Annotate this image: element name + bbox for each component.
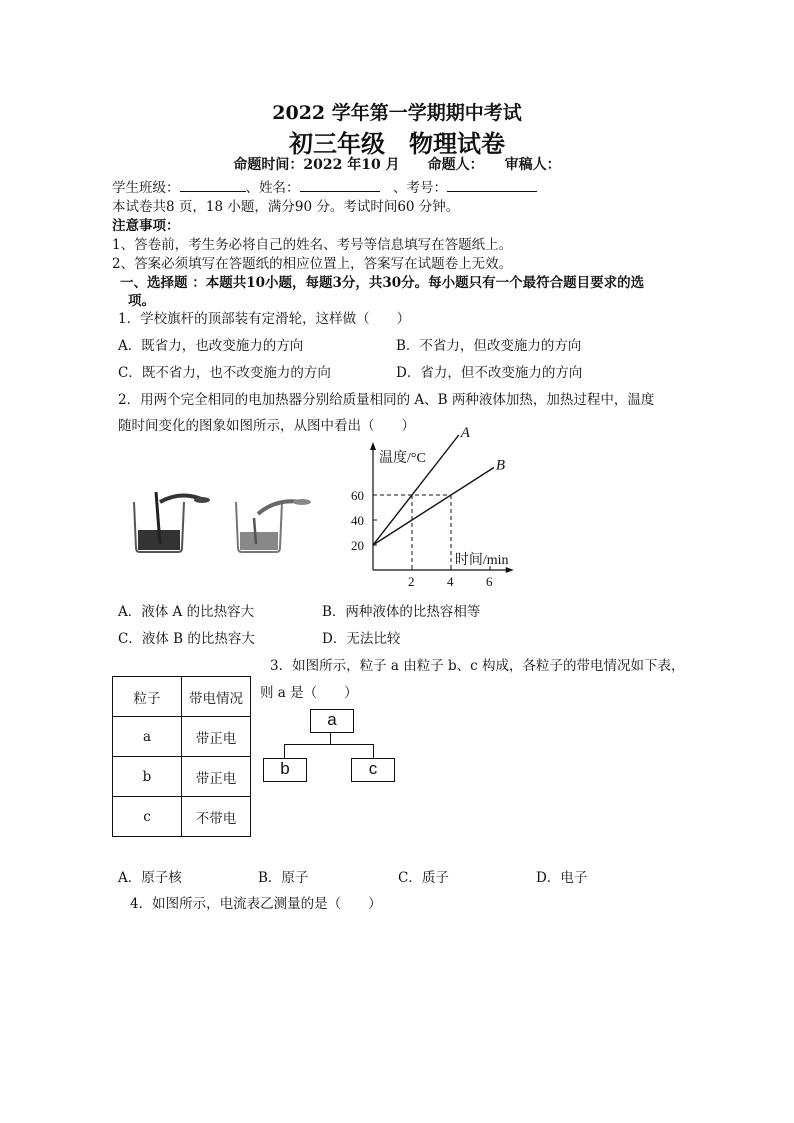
y-tick-label: 20 [351, 538, 364, 553]
x-tick-label: 6 [486, 574, 493, 589]
q1-option-b[interactable]: B．不省力，但改变施力的方向 [396, 338, 582, 354]
q3-stem: 3．如图所示，粒子 a 由粒子 b、c 构成，各粒子的带电情况如下表， [270, 658, 685, 674]
q4-stem: 4．如图所示，电流表乙测量的是（ ） [130, 896, 382, 912]
table-cell: 不带电 [182, 797, 251, 837]
particle-c-box: c [351, 758, 395, 782]
series-label-a: A [460, 425, 470, 441]
table-header: 带电情况 [182, 677, 251, 717]
q3-stem-cont: 则 a 是（ ） [260, 685, 358, 701]
q2-stem: 2．用两个完全相同的电加热器分别给质量相同的 A、B 两种液体加热，加热过程中，温度 [118, 392, 655, 408]
table-cell: c [113, 797, 182, 837]
table-row [113, 797, 251, 837]
table-cell: a [113, 717, 182, 757]
exam-title: 2022 学年第一学期期中考试 [272, 102, 522, 124]
beaker-right [236, 499, 311, 552]
series-line-b [373, 468, 494, 546]
q1-stem: 1．学校旗杆的顶部装有定滑轮，这样做（ ） [118, 311, 411, 327]
y-tick-label: 40 [351, 513, 364, 528]
charge-table [112, 676, 251, 837]
table-cell: b [113, 757, 182, 797]
class-blank[interactable] [180, 179, 246, 192]
q3-option-c[interactable]: C．质子 [398, 870, 449, 886]
x-tick-label: 4 [447, 574, 454, 589]
q3-option-a[interactable]: A．原子核 [118, 870, 182, 886]
y-axis-arrow [370, 442, 376, 450]
note-item: 2、答案必须填写在答题纸的相应位置上，答案写在试题卷上无效。 [112, 256, 513, 272]
q1-option-a[interactable]: A．既省力，也改变施力的方向 [118, 338, 304, 354]
beaker-left [134, 492, 210, 552]
name-label: 、姓名： [245, 180, 300, 196]
id-blank[interactable] [447, 179, 537, 192]
q2-option-b[interactable]: B．两种液体的比热容相等 [322, 604, 481, 620]
note-item: 1、答卷前，考生务必将自己的姓名、考号等信息填写在答题纸上。 [112, 237, 513, 253]
name-blank[interactable] [300, 179, 380, 192]
series-label-b: B [495, 457, 506, 474]
tree-connector [330, 732, 331, 744]
x-axis-label: 时间/min [454, 553, 509, 568]
exam-info: 本试卷共8 页，18 小题，满分90 分。考试时间60 分钟。 [112, 199, 460, 215]
x-tick-label: 2 [408, 574, 415, 589]
beakers-illustration [126, 488, 322, 558]
section1-heading: 一、选择题 ：本题共10小题，每题3分，共30分。每小题只有一个最符合题目要求的选 [120, 275, 645, 291]
q3-option-b[interactable]: B．原子 [258, 870, 309, 886]
q2-option-a[interactable]: A．液体 A 的比热容大 [118, 604, 255, 620]
tree-connector [284, 744, 285, 758]
temperature-time-chart [340, 425, 540, 598]
q3-option-d[interactable]: D．电子 [536, 870, 588, 886]
id-label: 、考号： [393, 180, 447, 196]
particle-b-box: b [263, 758, 307, 782]
notes-title: 注意事项： [112, 218, 180, 234]
exam-meta: 命题时间：2022 年10 月 命题人： 审稿人： [233, 157, 561, 173]
y-axis-label: 温度/°C [379, 451, 426, 466]
table-row [113, 717, 251, 757]
y-tick-label: 60 [351, 488, 364, 503]
tree-connector [373, 744, 374, 758]
table-row [113, 757, 251, 797]
table-cell: 带正电 [182, 757, 251, 797]
exam-subtitle: 初三年级 物理试卷 [289, 129, 505, 158]
table-header: 粒子 [113, 677, 182, 717]
table-cell: 带正电 [182, 717, 251, 757]
q1-option-c[interactable]: C．既不省力，也不改变施力的方向 [118, 365, 331, 381]
particle-a-box: a [310, 709, 354, 733]
q2-stem-cont: 随时间变化的图象如图所示，从图中看出（ ） [118, 418, 415, 434]
table-header-row [113, 677, 251, 717]
class-label: 学生班级： [112, 180, 180, 196]
q1-option-d[interactable]: D．省力，但不改变施力的方向 [396, 365, 583, 381]
q2-option-d[interactable]: D．无法比较 [322, 631, 401, 647]
q2-option-c[interactable]: C．液体 B 的比热容大 [118, 631, 255, 647]
section1-heading-cont: 项。 [128, 293, 155, 309]
student-info-line [112, 176, 537, 196]
tree-connector [284, 744, 374, 745]
